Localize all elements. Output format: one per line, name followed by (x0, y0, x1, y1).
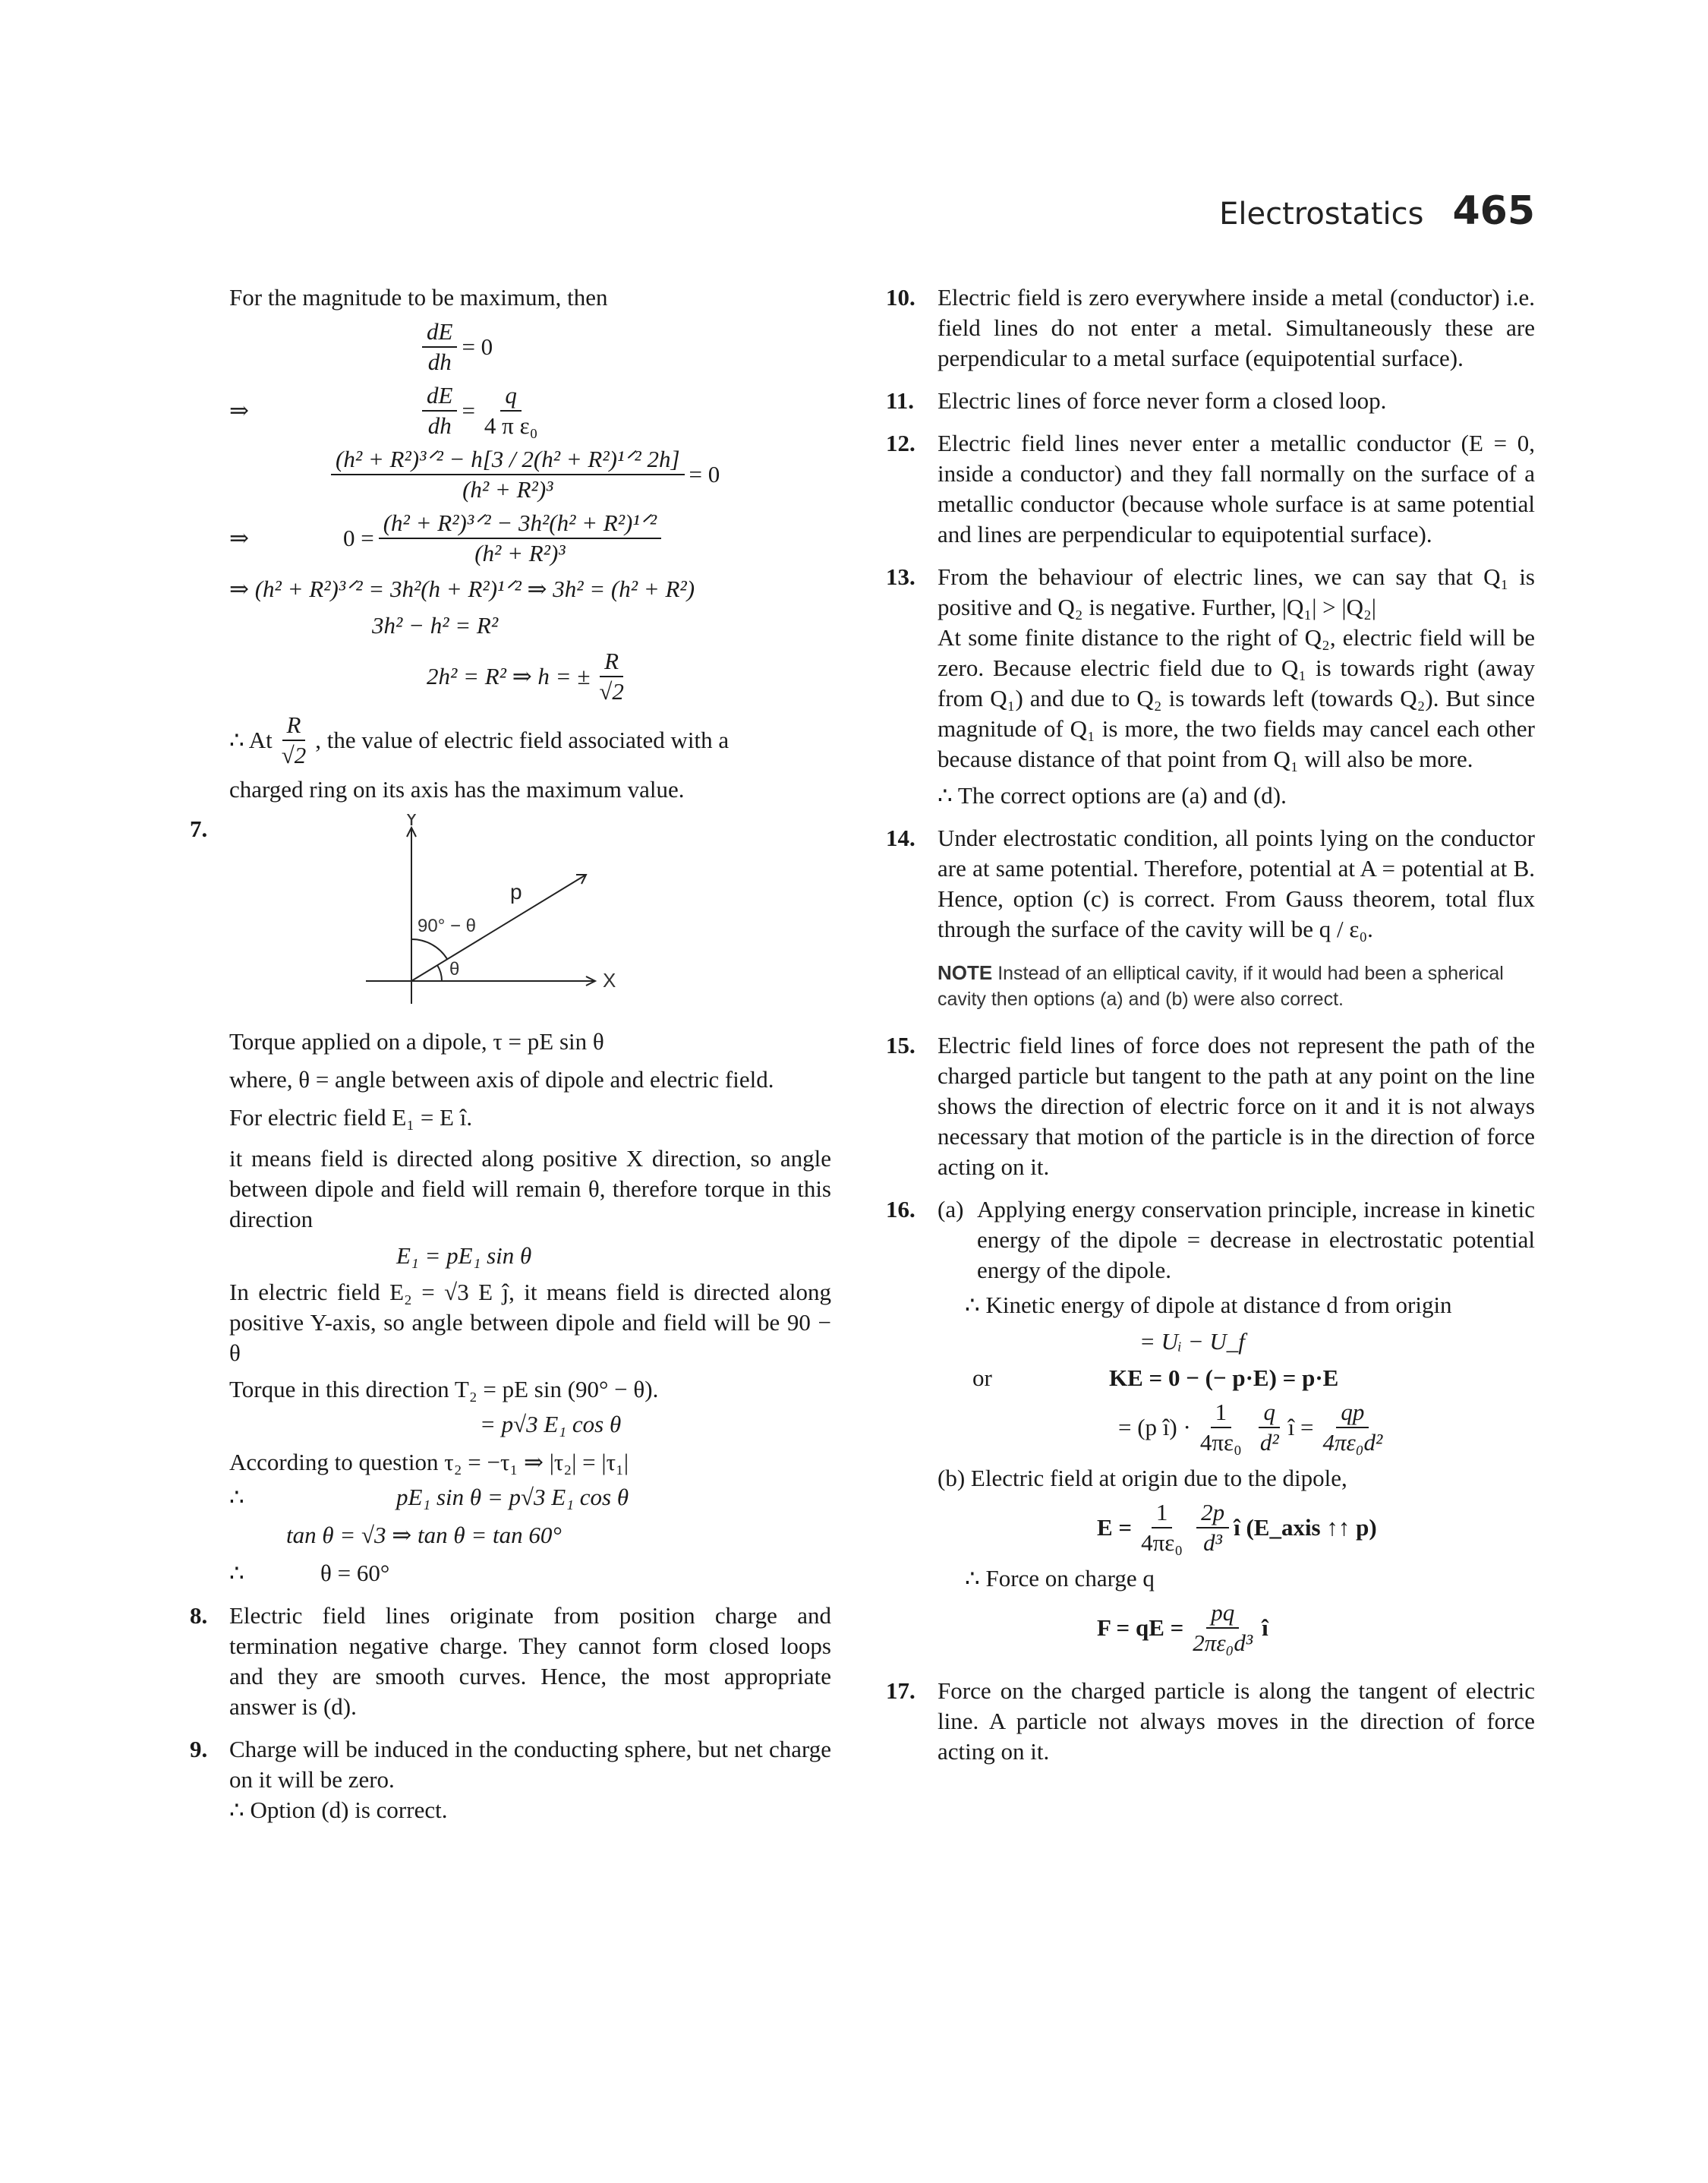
q17-text: Force on the charged particle is along the tangent of electric line. A particle not always moves in the direction of force acting on it. (938, 1677, 1535, 1765)
conclusion-a: ∴ At (229, 727, 273, 753)
q16-or: or (972, 1364, 992, 1391)
eq4-num: (h² + R²)³ᐟ² − 3h²(h² + R²)¹ᐟ² (379, 509, 661, 539)
eq2-rhs-num: q (500, 381, 522, 412)
q16-b-f2-num: 2p (1196, 1498, 1229, 1528)
page-header (1219, 188, 1535, 234)
eq2-arrow: ⇒ (229, 397, 249, 424)
eq1-rhs: = 0 (462, 333, 493, 360)
q16-eq3-f2-den: d² (1259, 1429, 1279, 1456)
eq2-lhs-den: dh (427, 412, 452, 439)
q15-text: Electric field lines of force does not represent the path of the charged particle but tangent to the path at any point on the line shows the direction of electric force on it and it is not always necessary that motion of the particle is in the direction of force acting on it. (938, 1032, 1535, 1180)
q16-a-text: Applying energy conservation principle, increase in kinetic energy of the dipole = decrease in electrostatic potential energy of the dipole. (977, 1196, 1535, 1283)
equation-6: 3h² − h² = R² (372, 612, 499, 639)
conclusion-b: , the value of electric field associated with a (315, 727, 730, 753)
q14-text: Under electrostatic condition, all points lying on the conductor are at same potential. Therefore, potential at A = potential at B. Hence, option (c) is correct. From Gauss theorem, total flux through the surface of the cavity will be q / ε₀. (938, 825, 1535, 942)
q16-eq3-mid: î = (1287, 1414, 1314, 1440)
q7-line-10-row (229, 1482, 831, 1513)
q11-text: Electric lines of force never form a closed loop. (938, 387, 1387, 414)
q7-line-4: it means field is directed along positive X direction, so angle between dipole and field will remain θ, therefore torque in this direction (229, 1145, 831, 1232)
q16-force-left: F = qE = (1097, 1614, 1184, 1641)
q16-a-ke: ∴ Kinetic energy of dipole at distance d from origin (965, 1292, 1452, 1318)
eq2-lhs-num: dE (422, 381, 457, 412)
q16-eq3-left: = (p î) · (1118, 1414, 1191, 1440)
question-number: 16. (886, 1196, 915, 1222)
q16-b-eq-right: î (E_axis ↑↑ p) (1234, 1514, 1377, 1541)
q7-line-10: pE₁ sin θ = p√3 E₁ cos θ (396, 1484, 629, 1510)
q16-part-a (938, 1194, 1535, 1286)
angle-arc-upper (411, 939, 447, 959)
q16-a-eq1: = Uᵢ − U_f (1139, 1328, 1245, 1355)
question-number: 17. (886, 1677, 915, 1704)
angle-label: 90° − θ (418, 916, 476, 936)
q16-b-text: (b) Electric field at origin due to the dipole, (938, 1465, 1347, 1491)
q16-b-f1-num: 1 (1152, 1498, 1173, 1528)
eq1-num: dE (422, 317, 457, 348)
x-label: X (603, 969, 616, 992)
q16-b-f2-den: d³ (1203, 1529, 1222, 1556)
equation-1 (190, 317, 831, 377)
question-15 (886, 1030, 1535, 1182)
question-number: 13. (886, 563, 915, 590)
q16-a-label: (a) (938, 1196, 964, 1222)
eq4-lhs: 0 = (343, 525, 374, 551)
q16-a-eq2: KE = 0 − (− p·E) = p·E (1109, 1364, 1339, 1391)
question-14 (886, 823, 1535, 945)
question-number: 7. (190, 815, 208, 842)
q16-force-num: pq (1206, 1598, 1239, 1629)
q7-line-1: Torque applied on a dipole, τ = pE sin θ (229, 1028, 604, 1055)
note-text: Instead of an elliptical cavity, if it would had been a spherical cavity then options (a) and (b) were also correct. (938, 963, 1504, 1010)
equation-7 (190, 647, 831, 706)
question-number: 15. (886, 1032, 915, 1058)
q7-line-9: According to question τ₂ = −τ₁ ⇒ |τ₂| = |τ₁| (229, 1449, 629, 1475)
eq1-den: dh (427, 349, 452, 375)
q16-b-eq-left: E = (1097, 1514, 1133, 1541)
intro-text: For the magnitude to be maximum, then (229, 284, 608, 311)
q7-line-7: Torque in this direction T₂ = pE sin (90° − θ). (229, 1376, 659, 1402)
eq7-num: R (600, 647, 623, 677)
q16-b-f1-den: 4πε₀ (1141, 1529, 1183, 1556)
page-number: 465 (1452, 188, 1535, 234)
q16-a-eq3 (938, 1398, 1535, 1457)
q16-a-eq2-row (938, 1363, 1535, 1393)
question-7 (190, 814, 831, 1588)
y-label: Y (405, 814, 418, 830)
right-column (886, 282, 1535, 1779)
eq7-den: √2 (599, 678, 624, 705)
eq7-left: 2h² = R² ⇒ h = ± (427, 663, 591, 689)
q7-therefore-2: ∴ (229, 1560, 244, 1586)
angle-arc-lower (437, 965, 442, 981)
question-9 (190, 1734, 831, 1825)
q16-eq3-f2-num: q (1259, 1398, 1280, 1428)
conclusion-num: R (282, 711, 306, 741)
question-number: 12. (886, 430, 915, 456)
note-label: NOTE (938, 961, 993, 984)
question-number: 14. (886, 825, 915, 851)
p-label: p (510, 880, 522, 904)
question-10 (886, 282, 1535, 374)
q7-line-3: For electric field E₁ = E î. (229, 1104, 473, 1131)
conclusion (190, 711, 831, 770)
q10-text: Electric field is zero everywhere inside a metal (conductor) i.e. field lines do not enter a metal. Simultaneously these are perpendicular to a metal surface (equipotential surface). (938, 284, 1535, 371)
eq2-rhs-den: 4 π ε₀ (484, 412, 538, 439)
q16-eq3-f1-num: 1 (1211, 1398, 1232, 1428)
question-number: 8. (190, 1602, 208, 1629)
q7-line-2: where, θ = angle between axis of dipole and electric field. (229, 1066, 774, 1093)
q13-text: From the behaviour of electric lines, we can say that Q₁ is positive and Q₂ is negative. Further, |Q₁| > |Q₂| (938, 563, 1535, 620)
question-8 (190, 1601, 831, 1722)
question-11 (886, 386, 1535, 416)
q7-line-11: tan θ = √3 ⇒ tan θ = tan 60° (286, 1522, 562, 1548)
equation-2: ⇒ $\frac{dE}{dh}$ = $\frac{q}{\text{4 π ε₀}}$ (190, 381, 831, 440)
equation-4 (190, 509, 831, 568)
question-number: 9. (190, 1736, 208, 1762)
q7-therefore-1: ∴ (229, 1484, 244, 1510)
conclusion-c: charged ring on its axis has the maximum value. (229, 776, 685, 803)
q16-eq3-f3-den: 4πε₀d² (1322, 1429, 1383, 1456)
q9-text: Charge will be induced in the conducting sphere, but net charge on it will be zero. (229, 1736, 831, 1793)
q13-text-3: ∴ The correct options are (a) and (d). (938, 782, 1287, 809)
eq3-rhs: = 0 (689, 461, 720, 487)
q16-force-right: î (1262, 1614, 1268, 1641)
equation-5: ⇒ (h² + R²)³ᐟ² = 3h²(h + R²)¹ᐟ² ⇒ 3h² = (h² + R²) (229, 576, 695, 602)
section-title: Electrostatics (1219, 197, 1424, 232)
equation-3 (190, 445, 831, 504)
q16-eq3-f3-num: qp (1336, 1398, 1369, 1428)
theta-label: θ (449, 959, 460, 980)
eq4-arrow: ⇒ (229, 525, 249, 551)
q13-text-2: At some finite distance to the right of Q₂, electric field will be zero. Because electric field due to Q₁ is towards right (away from Q₁) and due to Q₂ is towards left (towards Q₂). But since magnitude of Q₁ is more, the two fields may cancel each other because distance of that point from Q₁ will also be more. (938, 624, 1535, 772)
q9-text-2: ∴ Option (d) is correct. (229, 1797, 448, 1823)
question-12 (886, 428, 1535, 550)
q16-force-eq (938, 1598, 1535, 1658)
q7-line-6: In electric field E₂ = √3 E ĵ, it means field is directed along positive Y-axis, so angle between dipole and field will be 90 − θ (229, 1279, 831, 1366)
conclusion-den: √2 (281, 742, 307, 768)
eq3-den: (h² + R²)³ (462, 476, 553, 503)
question-17 (886, 1676, 1535, 1767)
q16-eq3-f1-den: 4πε₀ (1199, 1429, 1242, 1456)
q8-text: Electric field lines originate from position charge and termination negative charge. They cannot form closed loops and they are smooth curves. Hence, the most appropriate answer is (d). (229, 1602, 831, 1720)
note-box (938, 960, 1535, 1012)
question-13 (886, 562, 1535, 811)
eq4-den: (h² + R²)³ (474, 540, 566, 566)
left-column (190, 282, 831, 1838)
eq3-num: (h² + R²)³ᐟ² − h[3 / 2(h² + R²)¹ᐟ² 2h] (331, 445, 685, 475)
question-number: 10. (886, 284, 915, 311)
q7-line-12: θ = 60° (320, 1560, 390, 1586)
q7-line-8: = p√3 E₁ cos θ (480, 1411, 622, 1437)
q16-force-den: 2πε₀d³ (1193, 1629, 1253, 1656)
q16-force-text: ∴ Force on charge q (965, 1565, 1155, 1592)
q16-b-eq (938, 1498, 1535, 1557)
question-16 (886, 1194, 1535, 1658)
question-number: 11. (886, 387, 915, 414)
q7-line-12-row (229, 1558, 831, 1588)
q7-line-5: E₁ = pE₁ sin θ (396, 1242, 532, 1269)
q12-text: Electric field lines never enter a metallic conductor (E = 0, inside a conductor) and they fall normally on the surface of a metallic conductor (because whole surface is at same potential and lines are perpendicular to equipotential surface). (938, 430, 1535, 547)
dipole-diagram (366, 814, 654, 1011)
